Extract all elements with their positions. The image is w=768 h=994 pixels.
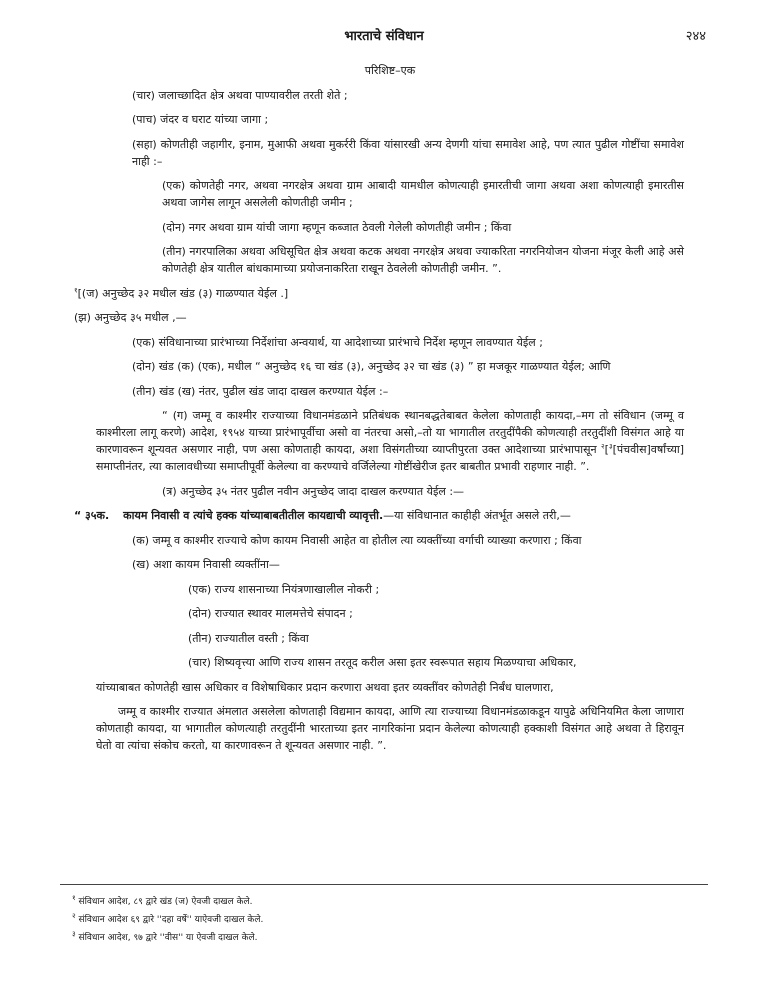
clause-j <box>74 285 684 302</box>
footnote-marker: २ <box>72 912 76 920</box>
article-title: कायम निवासी व त्यांचे हक्क यांच्याबाबतीतील कायद्याची व्यावृत्ती. <box>123 509 384 522</box>
list-item: (क) जम्मू व काश्मीर राज्याचे कोण कायम निवासी आहेत वा होतील त्या व्यक्तींच्या वर्गाची व्याख्या करणारा ; किंवा <box>132 533 582 547</box>
kha-tail: यांच्याबाबत कोणतेही खास अधिकार व विशेषाधिकार प्रदान करणारा अथवा इतर व्यक्तींवर कोणतेही निर्बंध घालणारा, <box>96 680 554 694</box>
clause-jh: (झ) अनुच्छेद ३५ मधील ,— <box>74 311 187 324</box>
list-item: (तीन) खंड (ख) नंतर, पुढील खंड जादा दाखल करण्यात येईल :– <box>132 384 389 398</box>
appendix-title: परिशिष्ट–एक <box>364 64 416 77</box>
footnote-divider <box>60 884 708 885</box>
article-text: —या संविधानात काहीही अंतर्भूत असले तरी,— <box>383 509 571 522</box>
document-title: भारताचे संविधान <box>344 29 424 44</box>
list-item: (तीन) नगरपालिका अथवा अधिसूचित क्षेत्र अथवा कटक अथवा नगरक्षेत्र अथवा ज्याकरिता नगरनियोजन योजना मंजूर केली आहे असे कोणतेही क्षेत्र यातील बांधकामाच्या प्रयोजनाकरिता राखून ठेवलेली कोणतीही जमीन. ”. <box>162 245 684 275</box>
article-number: “ ३५क. <box>74 509 110 522</box>
list-item: (चार) शिष्यवृत्त्या आणि राज्य शासन तरतूद करील असा इतर स्वरूपात सहाय मिळण्याचा अधिकार, <box>188 656 577 669</box>
footnote <box>72 911 692 929</box>
list-item: (ख) अशा कायम निवासी व्यक्तींना— <box>132 558 280 571</box>
list-item: (दोन) राज्यात स्थावर मालमत्तेचे संपादन ; <box>188 607 353 620</box>
list-item: (एक) कोणतेही नगर, अथवा नगरक्षेत्र अथवा ग्राम आबादी यामधील कोणत्याही इमारतीची जागा अथवा अशा कोणत्याही इमारतीस अथवा जागेस लागून असलेली कोणतीही जमीन ; <box>162 179 684 209</box>
clause-tra: (त्र) अनुच्छेद ३५ नंतर पुढील नवीन अनुच्छेद जादा दाखल करण्यात येईल :— <box>162 484 465 498</box>
footnote-marker: ३ <box>608 442 613 451</box>
clause-j-text: [(ज) अनुच्छेद ३२ मधील खंड (३) गाळण्यात येईल .] <box>77 286 289 300</box>
clause-ga-years: वर्षांच्या] <box>650 443 684 456</box>
footnote-marker: २ <box>601 442 605 451</box>
closing-paragraph: जम्मू व काश्मीर राज्यात अंमलात असलेला कोणताही विद्यमान कायदा, आणि त्या राज्याच्या विधानमंडळाकडून यापुढे अधिनियमित केला जाणारा कोणताही कायदा, या भागातील कोणत्याही तरतुदींनी भारताच्या इतर नागरिकांना प्रदान केलेल्या कोणत्याही हक्काशी विसंगत आहे अथवा ते हिरावून घेतो वा त्यांचा संकोच करतो, या कारणावरून ते शून्यवत असणार नाही. ”. <box>96 705 684 752</box>
list-item: (एक) संविधानाच्या प्रारंभाच्या निर्देशांचा अन्वयार्थ, या आदेशाच्या प्रारंभाचे निर्देश म्हणून लावण्यात येईल ; <box>132 335 543 349</box>
list-item: (दोन) नगर अथवा ग्राम यांची जागा म्हणून कब्जात ठेवली गेलेली कोणतीही जमीन ; किंवा <box>162 220 512 234</box>
footnote-text: संविधान आदेश, ८९ द्वारे खंड (ज) ऐवजी दाखल केले. <box>78 897 253 907</box>
footnote-marker: ३ <box>72 930 76 938</box>
footnote-marker: १ <box>72 894 76 902</box>
page-header <box>0 26 768 46</box>
clause-ga-end: समाप्तीनंतर, त्या कालावधीच्या समाप्तीपूर्वी केलेल्या वा करण्याचे वर्जिलेल्या गोष्टींखेरीज इतर बाबतीत प्रभावी राहणार नाही. ”. <box>96 460 590 473</box>
document-body <box>74 62 684 762</box>
list-item: (पाच) जंदर व घराट यांच्या जागा ; <box>132 113 269 126</box>
footnote <box>72 929 692 947</box>
footnote-marker: १ <box>74 285 78 294</box>
page-number: २४४ <box>685 29 706 44</box>
list-item: (तीन) राज्यातील वस्ती ; किंवा <box>188 631 309 645</box>
list-item: (एक) राज्य शासनाच्या नियंत्रणाखालील नोकरी ; <box>188 582 380 596</box>
clause-ga: “ (ग) जम्मू व काश्मीर राज्याच्या विधानमंडळाने प्रतिबंधक स्थानबद्धतेबाबत केलेला कोणताही कायदा,–मग तो संविधान (जम्मू व काश्मीरला लागू करणे) आदेश, १९५४ याच्या प्रारंभापूर्वीचा असो वा नंतरचा असो,–तो या भागातील तरतुदींपैकी कोणत्याही तरतुदींशी विसंगत आहे या कारणावरून शून्यवत असणार नाही, पण असा कोणताही कायदा, अशा विसंगतीच्या व्याप्तीपुरता उक्त आदेशाच्या प्रारंभापासून $^२$[$^३$[पंचवीस]वर्षांच्या] समाप्तीनंतर, त्या कालावधीच्या समाप्तीपूर्वी केलेल्या वा करण्याचे वर्जिलेल्या गोष्टींखेरीज इतर बाबतीत प्रभावी राहणार नाही. ”. <box>96 409 684 473</box>
footnote-text: संविधान आदेश, ९७ द्वारे ''वीस'' या ऐवजी दाखल केले. <box>78 933 258 943</box>
list-item: (दोन) खंड (क) (एक), मधील “ अनुच्छेद १६ चा खंड (३), अनुच्छेद ३२ चा खंड (३) ” हा मजकूर गाळण्यात येईल; आणि <box>132 360 611 373</box>
clause-ga-text: “ (ग) जम्मू व काश्मीर राज्याच्या विधानमंडळाने प्रतिबंधक स्थानबद्धतेबाबत केलेला कोणताही कायदा,–मग तो संविधान (जम्मू व काश्मीरला लागू करणे) आदेश, १९५४ याच्या प्रारंभापूर्वीचा असो वा नंतरचा असो,–तो या भागातील तरतुदींपैकी कोणत्याही तरतुदींशी विसंगत आहे या कारणावरून शून्यवत असणार नाही, पण असा कोणताही कायदा, अशा विसंगतीच्या व्याप्तीपुरता उक्त आदेशाच्या प्रारंभापासून <box>96 409 684 456</box>
footnotes <box>72 893 692 947</box>
list-item: (चार) जलाच्छादित क्षेत्र अथवा पाण्यावरील तरती शेते ; <box>132 88 348 102</box>
list-item: (सहा) कोणतीही जहागीर, इनाम, मुआफी अथवा मुकर्ररी किंवा यांसारखी अन्य देणगी यांचा समावेश आहे, पण त्यात पुढील गोष्टींचा समावेश नाही :– <box>132 137 684 168</box>
footnote <box>72 893 692 911</box>
clause-ga-bracket: [पंचवीस] <box>612 443 651 456</box>
article-35a <box>74 507 684 524</box>
footnote-text: संविधान आदेश ६९ द्वारे ''दहा वर्षे'' याऐवजी दाखल केले. <box>78 915 264 925</box>
